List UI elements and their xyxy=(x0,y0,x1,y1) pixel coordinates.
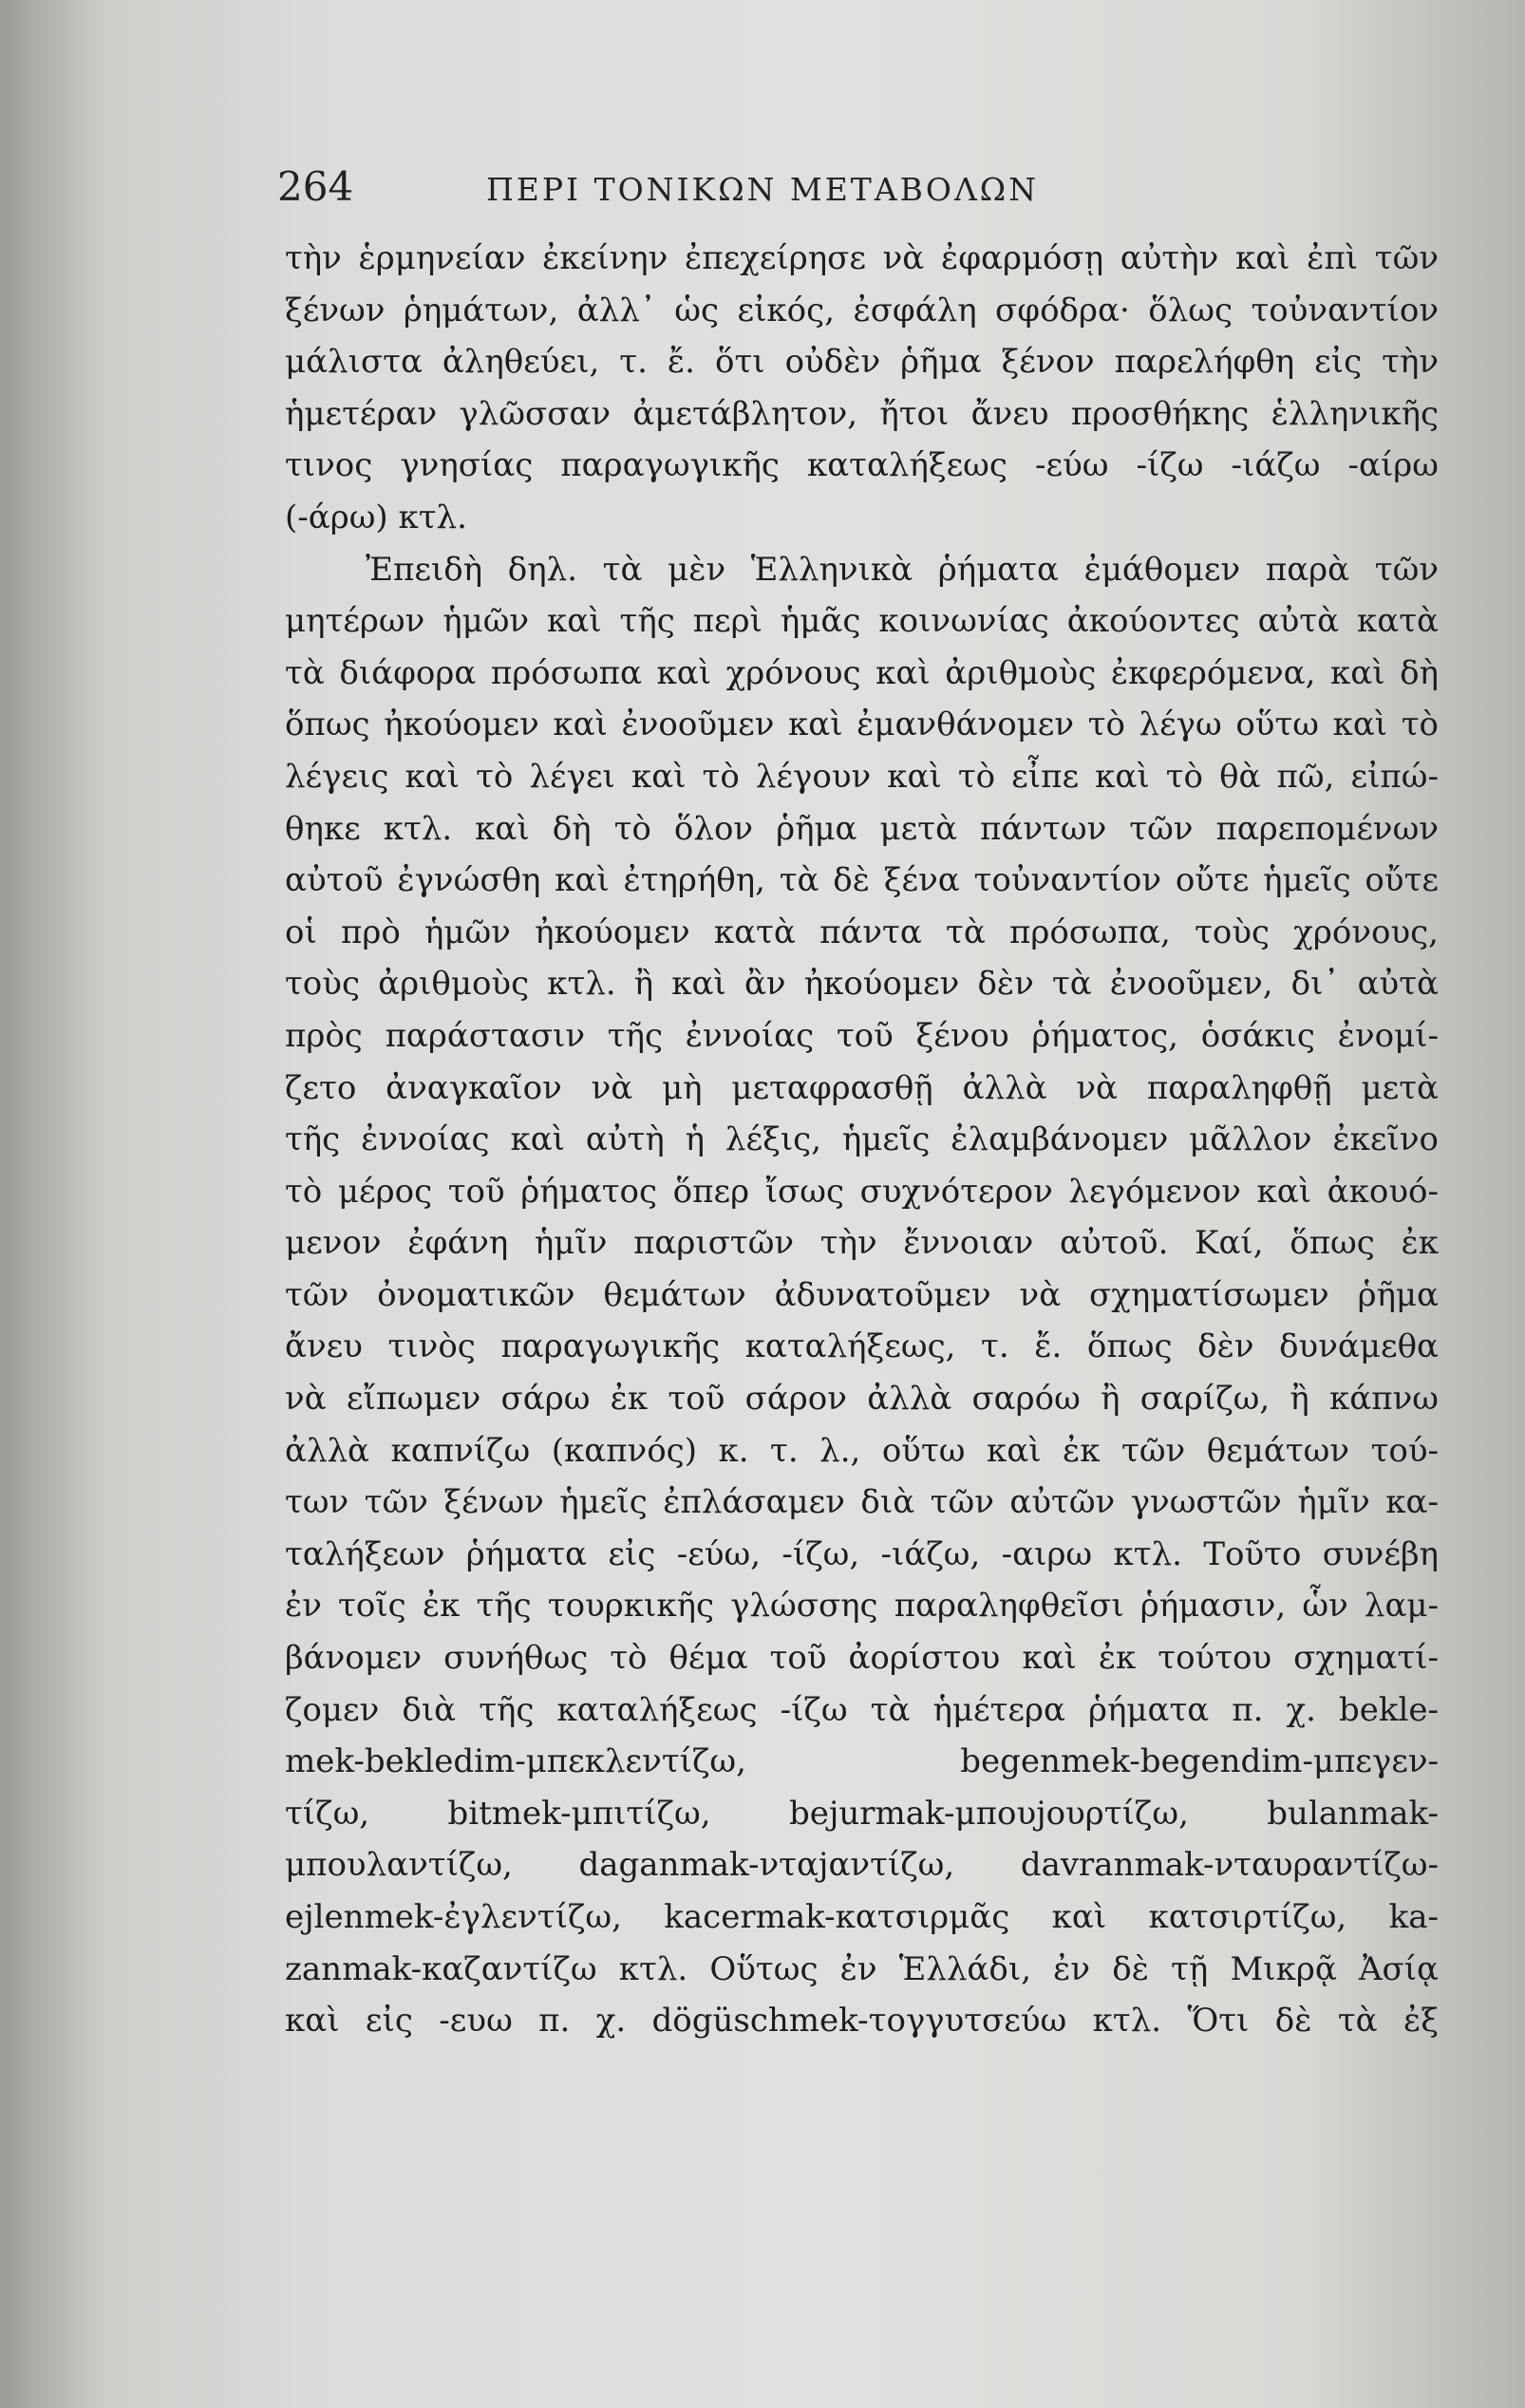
text-line: zanmak-καζαντίζω κτλ. Οὕτως ἐν Ἑλλάδι, ἐν δὲ τῇ Μικρᾷ Ἀσίᾳ xyxy=(285,1949,1439,1988)
running-title: ΠΕΡΙ ΤΟΝΙΚΩΝ ΜΕΤΑΒΟΛΩΝ xyxy=(485,171,1040,208)
text-line: μητέρων ἡμῶν καὶ τῆς περὶ ἡμᾶς κοινωνίας ἀκούοντες αὐτὰ κατὰ xyxy=(285,602,1439,641)
text-line: (-άρω) κτλ. xyxy=(285,498,467,536)
text-line: ὅπως ἠκούομεν καὶ ἐνοοῦμεν καὶ ἐμανθάνομεν τὸ λέγω οὕτω καὶ τὸ xyxy=(285,705,1439,744)
text-line: καὶ εἰς -ευω π. χ. dögüschmek-τογγυτσεύω κτλ. Ὅτι δὲ τὰ ἐξ xyxy=(285,2002,1439,2041)
page-number: 264 xyxy=(277,163,354,210)
text-line: τὴν ἑρμηνείαν ἐκείνην ἐπεχείρησε νὰ ἐφαρμόσῃ αὐτὴν καὶ ἐπὶ τῶν xyxy=(285,239,1439,277)
text-line: μάλιστα ἀληθεύει, τ. ἔ. ὅτι οὐδὲν ῥῆμα ξένον παρελήφθη εἰς τὴν xyxy=(285,343,1439,382)
text-line: ζετο ἀναγκαῖον νὰ μὴ μεταφρασθῇ ἀλλὰ νὰ παραληφθῇ μετὰ xyxy=(285,1068,1439,1107)
text-line: των τῶν ξένων ἡμεῖς ἐπλάσαμεν διὰ τῶν αὐτῶν γνωστῶν ἡμῖν κα- xyxy=(285,1483,1439,1522)
text-line: βάνομεν συνήθως τὸ θέμα τοῦ ἀορίστου καὶ ἐκ τούτου σχηματί- xyxy=(285,1639,1439,1678)
text-line: θηκε κτλ. καὶ δὴ τὸ ὅλον ῥῆμα μετὰ πάντων τῶν παρεπομένων xyxy=(285,809,1439,848)
text-line: αὐτοῦ ἐγνώσθη καὶ ἐτηρήθη, τὰ δὲ ξένα τοὐναντίον οὔτε ἡμεῖς οὔτε xyxy=(285,861,1439,900)
text-line: τοὺς ἀριθμοὺς κτλ. ἢ καὶ ἂν ἠκούομεν δὲν τὰ ἐνοοῦμεν, δι᾽ αὐτὰ xyxy=(285,965,1439,1004)
paragraph-first-line: Ἐπειδὴ δηλ. τὰ μὲν Ἑλληνικὰ ῥήματα ἐμάθομεν παρὰ τῶν xyxy=(366,550,1439,589)
text-line: mek-bekledim-μπεκλεντίζω, begenmek-begendim-μπεγεν- xyxy=(285,1742,1439,1781)
text-line: μενον ἐφάνη ἡμῖν παριστῶν τὴν ἔννοιαν αὐτοῦ. Καί, ὅπως ἐκ xyxy=(285,1224,1439,1263)
text-line: τίζω, bitmek-μπιτίζω, bejurmak-μπουjουρτίζω, bulanmak- xyxy=(285,1794,1439,1833)
page-header xyxy=(0,163,1525,220)
text-line: ἄνευ τινὸς παραγωγικῆς καταλήξεως, τ. ἔ. ὅπως δὲν δυνάμεθα xyxy=(285,1327,1439,1366)
text-line: νὰ εἴπωμεν σάρω ἐκ τοῦ σάρον ἀλλὰ σαρόω ἢ σαρίζω, ἢ κάπνω xyxy=(285,1380,1439,1419)
text-line: τὸ μέρος τοῦ ῥήματος ὅπερ ἴσως συχνότερον λεγόμενον καὶ ἀκουό- xyxy=(285,1172,1439,1211)
text-line: μπουλαντίζω, daganmak-νταjαντίζω, davranmak-νταυραντίζω- xyxy=(285,1846,1439,1885)
body-text xyxy=(285,233,1439,2047)
text-line: ἀλλὰ καπνίζω (καπνός) κ. τ. λ., οὕτω καὶ ἐκ τῶν θεμάτων τού- xyxy=(285,1431,1439,1470)
text-line: τῆς ἐννοίας καὶ αὐτὴ ἡ λέξις, ἡμεῖς ἐλαμβάνομεν μᾶλλον ἐκεῖνο xyxy=(285,1120,1439,1159)
text-line: ζομεν διὰ τῆς καταλήξεως -ίζω τὰ ἡμέτερα ῥήματα π. χ. bekle- xyxy=(285,1690,1439,1729)
text-line: τῶν ὀνοματικῶν θεμάτων ἀδυνατοῦμεν νὰ σχηματίσωμεν ῥῆμα xyxy=(285,1275,1439,1314)
text-line: οἱ πρὸ ἡμῶν ἠκούομεν κατὰ πάντα τὰ πρόσωπα, τοὺς χρόνους, xyxy=(285,912,1439,951)
text-line: τινος γνησίας παραγωγικῆς καταλήξεως -εύω -ίζω -ιάζω -αίρω xyxy=(285,446,1439,485)
text-line: ἐν τοῖς ἐκ τῆς τουρκικῆς γλώσσης παραληφθεῖσι ῥήμασιν, ὧν λαμ- xyxy=(285,1587,1439,1626)
text-line: ejlenmek-ἐγλεντίζω, kacermak-κατσιρμᾶς καὶ κατσιρτίζω, ka- xyxy=(285,1898,1439,1936)
text-line: ταλήξεων ῥήματα εἰς -εύω, -ίζω, -ιάζω, -αιρω κτλ. Τοῦτο συνέβη xyxy=(285,1534,1439,1573)
text-line: τὰ διάφορα πρόσωπα καὶ χρόνους καὶ ἀριθμοὺς ἐκφερόμενα, καὶ δὴ xyxy=(285,653,1439,692)
text-line: λέγεις καὶ τὸ λέγει καὶ τὸ λέγουν καὶ τὸ εἶπε καὶ τὸ θὰ πῶ, εἰπώ- xyxy=(285,757,1439,796)
text-line: πρὸς παράστασιν τῆς ἐννοίας τοῦ ξένου ῥήματος, ὁσάκις ἐνομί- xyxy=(285,1016,1439,1055)
text-line: ἡμετέραν γλῶσσαν ἀμετάβλητον, ἤτοι ἄνευ προσθήκης ἑλληνικῆς xyxy=(285,394,1439,433)
text-line: ξένων ῥημάτων, ἀλλ᾽ ὡς εἰκός, ἐσφάλη σφόδρα· ὅλως τοὐναντίον xyxy=(285,291,1439,329)
